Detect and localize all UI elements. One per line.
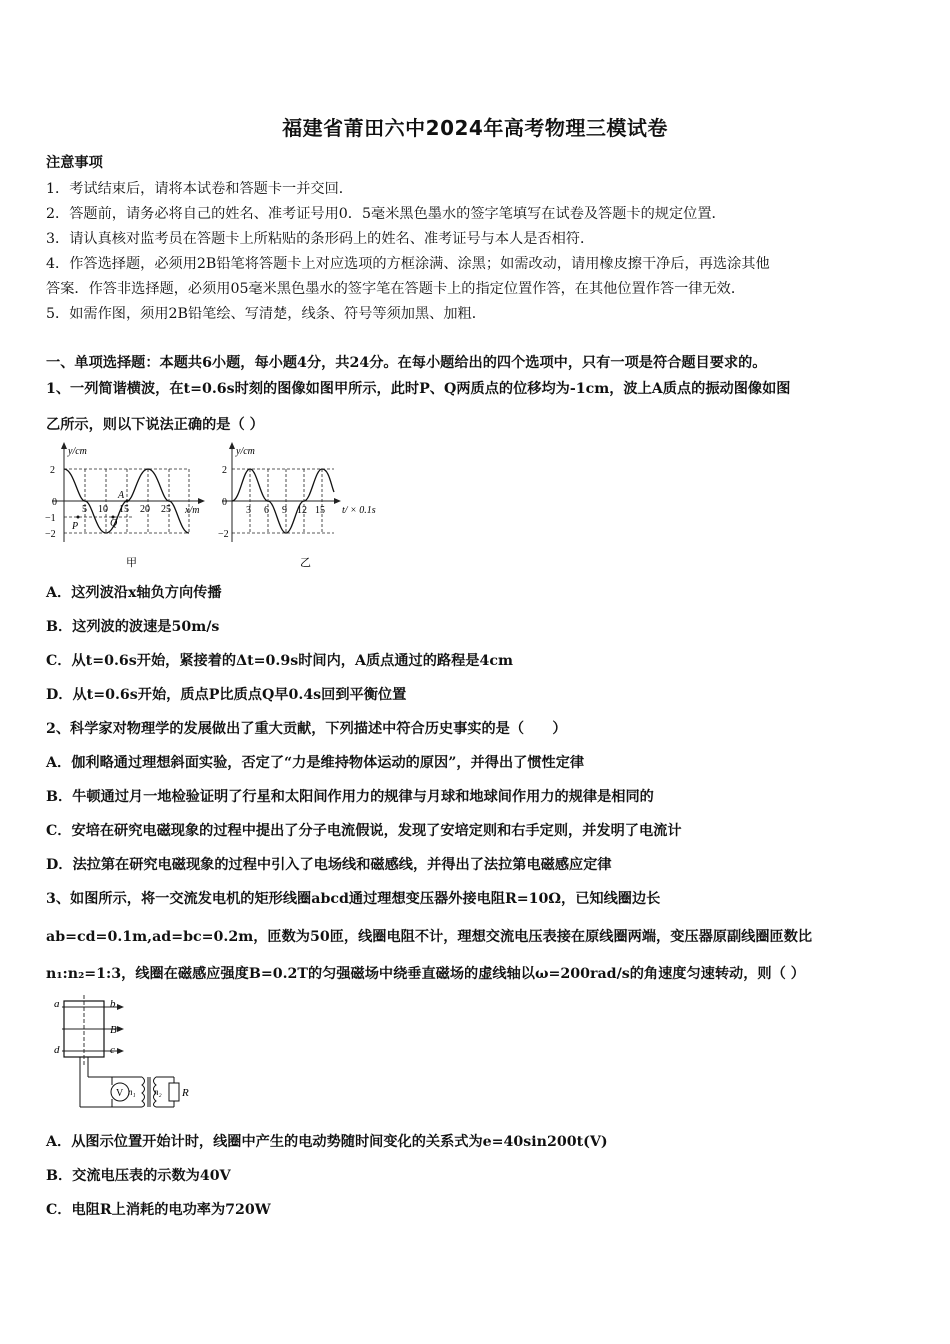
notice-item: 3．请认真核对监考员在答题卡上所粘贴的条形码上的姓名、准考证号与本人是否相符． <box>46 231 595 247</box>
x-tick-label: 15 <box>119 504 129 515</box>
option-d: D．法拉第在研究电磁现象的过程中引入了电场线和磁感线，并得出了法拉第电磁感应定律 <box>46 857 612 873</box>
x-tick-label: 20 <box>140 504 150 515</box>
y-axis-label: y/cm <box>236 446 255 457</box>
point-a <box>126 500 129 503</box>
t-tick-label: 6 <box>264 505 269 516</box>
t-tick-label: 12 <box>297 505 307 516</box>
t-axis-arrow <box>334 498 341 504</box>
x-tick-label: 10 <box>98 504 108 515</box>
label-n2: n₂ <box>154 1087 162 1097</box>
option-c: C．安培在研究电磁现象的过程中提出了分子电流假说，发现了安培定则和右手定则，并发明了电流计 <box>46 823 682 839</box>
generator-circuit-svg <box>50 995 200 1117</box>
point-p <box>77 516 80 519</box>
y-tick-label: 0 <box>222 497 227 508</box>
y-axis-label: y/cm <box>68 446 87 457</box>
label-p: P <box>72 521 79 532</box>
field-arrow <box>117 1048 124 1054</box>
y-tick-label: −2 <box>45 529 56 540</box>
label-r: R <box>182 1087 189 1099</box>
y-tick-label: −2 <box>218 529 229 540</box>
notice-heading: 注意事项 <box>46 155 103 171</box>
option-d: D．从t=0.6s开始，质点P比质点Q早0.4s回到平衡位置 <box>46 687 407 703</box>
x-axis-arrow <box>198 498 205 504</box>
label-field-b: B <box>110 1024 117 1036</box>
label-d: d <box>54 1044 60 1056</box>
resistor <box>169 1083 179 1101</box>
page-title: 福建省莆田六中2024年高考物理三模试卷 <box>282 116 668 140</box>
notice-item: 4．作答选择题，必须用2B铅笔将答题卡上对应选项的方框涂满、涂黑；如需改动，请用橡皮擦干净后，再选涂其他 <box>46 256 770 272</box>
notice-item: 2．答题前，请务必将自己的姓名、准考证号用0．5毫米黑色墨水的签字笔填写在试卷及答题卡的规定位置． <box>46 206 726 222</box>
question-3-stem: 3、如图所示，将一交流发电机的矩形线圈abcd通过理想变压器外接电阻R=10Ω，已知线圈边长 <box>46 891 661 907</box>
label-b: b <box>110 998 116 1010</box>
y-tick-label: 2 <box>222 465 227 476</box>
y-tick-label: 2 <box>50 465 55 476</box>
notice-item: 5．如需作图，须用2B铅笔绘、写清楚，线条、符号等须加黑、加粗． <box>46 306 486 322</box>
vibration-graph-yi <box>218 440 398 576</box>
question-1-stem: 1、一列简谐横波，在t=0.6s时刻的图像如图甲所示，此时P、Q两质点的位移均为-1cm，波上A质点的振动图像如图 <box>46 381 791 397</box>
label-a: a <box>54 998 60 1010</box>
t-axis-label: t/ × 0.1s <box>342 505 376 516</box>
section-heading: 一、单项选择题：本题共6小题，每小题4分，共24分。在每小题给出的四个选项中，只有一项是符合题目要求的。 <box>46 355 767 371</box>
t-tick-label: 15 <box>315 505 325 516</box>
option-a: A．从图示位置开始计时，线圈中产生的电动势随时间变化的关系式为e=40sin200t(V) <box>46 1134 608 1150</box>
label-a: A <box>118 490 125 501</box>
field-arrow <box>117 1026 124 1032</box>
option-b: B．交流电压表的示数为40V <box>46 1168 231 1184</box>
option-a: A．伽利略通过理想斜面实验，否定了“力是维持物体运动的原因”，并得出了惯性定律 <box>46 755 585 771</box>
y-tick-label: −1 <box>45 513 56 524</box>
option-c: C．电阻R上消耗的电功率为720W <box>46 1202 271 1218</box>
label-c: c <box>110 1044 115 1056</box>
option-b: B．牛顿通过月一地检验证明了行星和太阳间作用力的规律与月球和地球间作用力的规律是相同的 <box>46 789 654 805</box>
vibration-graph-yi-svg <box>218 440 398 572</box>
option-b: B．这列波的波速是50m/s <box>46 619 220 635</box>
wave-graph-jia-svg <box>44 440 219 572</box>
x-axis-label: x/m <box>185 505 200 516</box>
label-q: Q <box>110 518 118 529</box>
question-3-stem: n₁:n₂=1:3，线圈在磁感应强度B=0.2T的匀强磁场中绕垂直磁场的虚线轴以ω=200rad/s的角速度匀速转动，则（ ） <box>46 966 805 982</box>
question-2-stem: 2、科学家对物理学的发展做出了重大贡献，下列描述中符合历史事实的是（ ） <box>46 721 567 737</box>
x-tick-label: 25 <box>161 504 171 515</box>
question-3-stem: ab=cd=0.1m,ad=bc=0.2m，匝数为50匝，线圈电阻不计，理想交流电压表接在原线圈两端，变压器原副线圈匝数比 <box>46 929 813 945</box>
notice-item: 答案．作答非选择题，必须用05毫米黑色墨水的签字笔在答题卡上的指定位置作答，在其他位置作答一律无效． <box>46 281 746 297</box>
primary-coil <box>142 1077 145 1107</box>
question-1-stem: 乙所示，则以下说法正确的是（ ） <box>46 417 264 433</box>
t-tick-label: 3 <box>246 505 251 516</box>
voltmeter-label: V <box>116 1088 124 1099</box>
x-tick-label: 5 <box>82 504 87 515</box>
label-n1: n₁ <box>128 1087 136 1097</box>
wave-graph-jia <box>44 440 219 576</box>
option-c: C．从t=0.6s开始，紧接着的Δt=0.9s时间内，A质点通过的路程是4cm <box>46 653 513 669</box>
t-tick-label: 9 <box>282 505 287 516</box>
notice-item: 1．考试结束后，请将本试卷和答题卡一并交回． <box>46 181 353 197</box>
field-arrow <box>117 1004 124 1010</box>
figure-caption: 乙 <box>300 557 311 569</box>
y-tick-label: 0 <box>52 497 57 508</box>
generator-circuit-figure <box>50 995 200 1121</box>
option-a: A．这列波沿x轴负方向传播 <box>46 585 222 601</box>
y-axis-arrow <box>61 442 67 449</box>
figure-caption: 甲 <box>126 557 137 569</box>
y-axis-arrow <box>229 442 235 449</box>
